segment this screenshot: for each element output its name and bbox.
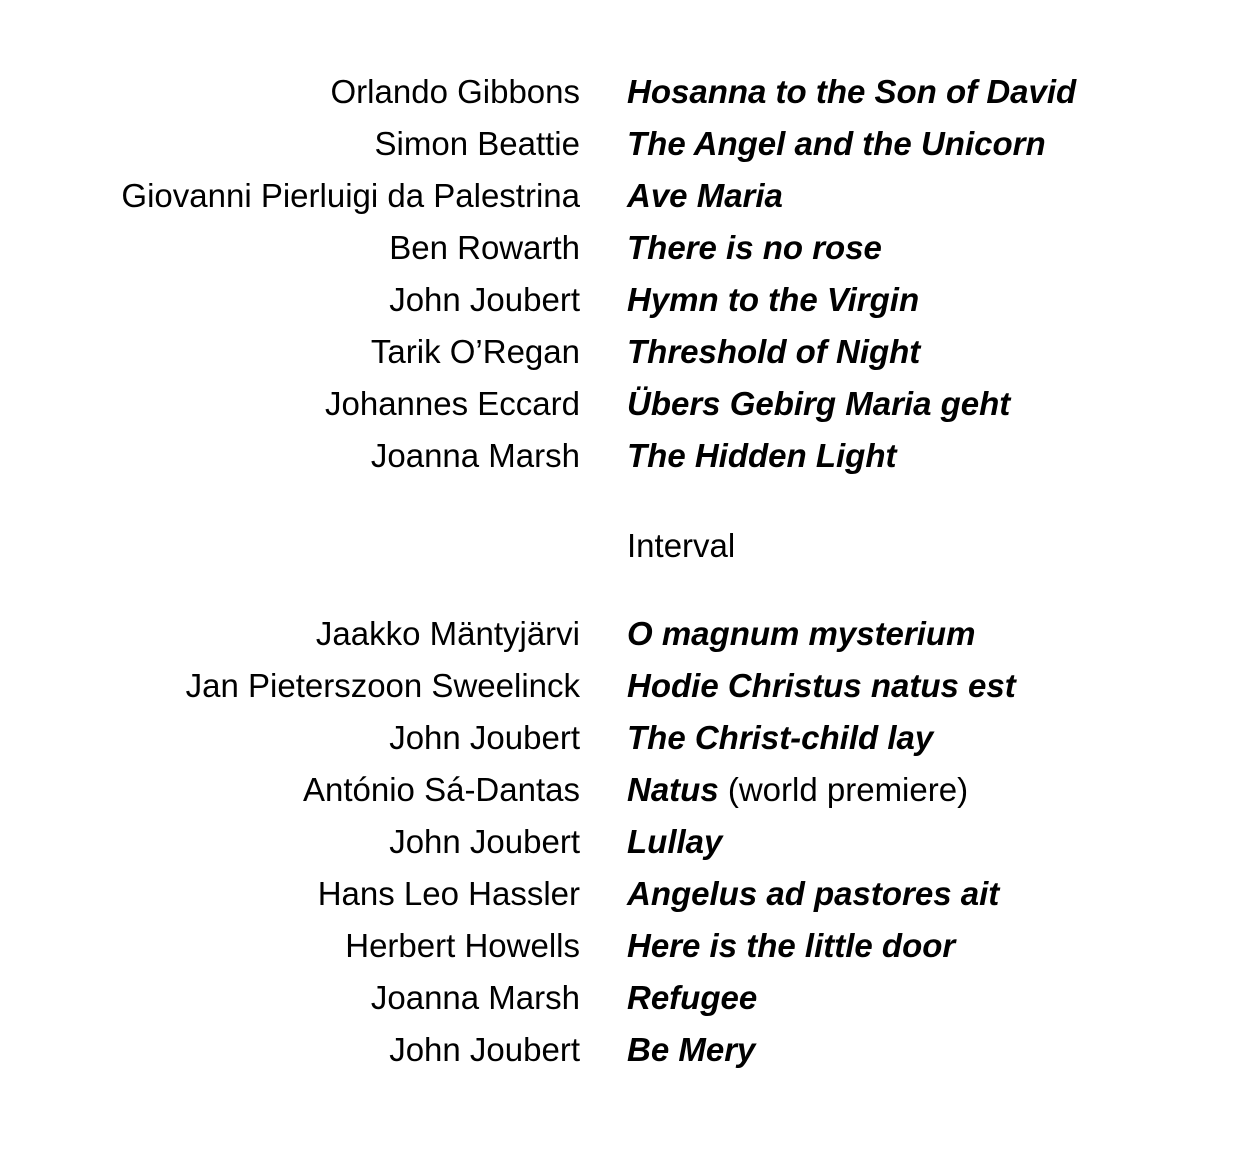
- composer-name: António Sá-Dantas: [302, 771, 580, 808]
- work-title: Hosanna to the Son of David: [627, 73, 1077, 110]
- work-entry: [627, 1024, 755, 1076]
- composer-name: John Joubert: [389, 823, 580, 860]
- composer-name: Simon Beattie: [374, 125, 580, 162]
- work-title: Threshold of Night: [627, 333, 921, 370]
- work-entry: [627, 326, 920, 378]
- work-entry: [627, 274, 919, 326]
- work-title: The Christ-child lay: [627, 719, 934, 756]
- work-entry: [627, 868, 999, 920]
- work-entry: [627, 378, 1010, 430]
- composer-name: Johannes Eccard: [325, 385, 580, 422]
- work-entry: [627, 170, 783, 222]
- work-entry: [627, 118, 1046, 170]
- composer-name: John Joubert: [389, 1031, 580, 1068]
- programme-row: [0, 764, 1236, 816]
- programme-row: [0, 660, 1236, 712]
- work-entry: [627, 764, 968, 816]
- programme-row: [0, 118, 1236, 170]
- work-title: Ave Maria: [627, 177, 783, 214]
- programme-row: [0, 972, 1236, 1024]
- work-title: There is no rose: [627, 229, 882, 266]
- composer-name: Giovanni Pierluigi da Palestrina: [121, 177, 580, 214]
- programme-row: [0, 274, 1236, 326]
- work-title: The Hidden Light: [627, 437, 897, 474]
- composer-name: Orlando Gibbons: [330, 73, 580, 110]
- work-title: Here is the little door: [627, 927, 956, 964]
- programme-part-2: [0, 608, 1236, 1076]
- programme-part-1: [0, 66, 1236, 482]
- composer-name: Joanna Marsh: [370, 437, 580, 474]
- programme-row: [0, 868, 1236, 920]
- programme-row: [0, 920, 1236, 972]
- concert-programme: [0, 66, 1236, 1076]
- programme-row: [0, 378, 1236, 430]
- composer-name: John Joubert: [389, 719, 580, 756]
- work-entry: [627, 608, 975, 660]
- work-title: Hodie Christus natus est: [627, 667, 1016, 704]
- composer-name: John Joubert: [389, 281, 580, 318]
- programme-row: [0, 326, 1236, 378]
- work-entry: [627, 222, 882, 274]
- work-entry: [627, 712, 933, 764]
- work-entry: [627, 816, 722, 868]
- work-title: Angelus ad pastores ait: [627, 875, 1000, 912]
- interval-label: Interval: [627, 527, 736, 564]
- programme-row: [0, 66, 1236, 118]
- work-note: (world premiere): [718, 771, 969, 808]
- composer-name: Joanna Marsh: [370, 979, 580, 1016]
- programme-row: [0, 608, 1236, 660]
- work-title: Be Mery: [627, 1031, 756, 1068]
- composer-name: Ben Rowarth: [389, 229, 580, 266]
- work-entry: [627, 66, 1076, 118]
- composer-name: Jaakko Mäntyjärvi: [315, 615, 580, 652]
- work-title: The Angel and the Unicorn: [627, 125, 1046, 162]
- programme-row: [0, 222, 1236, 274]
- programme-row: [0, 170, 1236, 222]
- work-title: Hymn to the Virgin: [627, 281, 920, 318]
- composer-name: Jan Pieterszoon Sweelinck: [185, 667, 580, 704]
- interval-row: [0, 520, 1236, 572]
- programme-row: [0, 430, 1236, 482]
- work-entry: [627, 920, 955, 972]
- work-entry: [627, 972, 757, 1024]
- work-entry: [627, 430, 896, 482]
- composer-name: Herbert Howells: [345, 927, 580, 964]
- composer-name: Hans Leo Hassler: [317, 875, 580, 912]
- programme-row: [0, 1024, 1236, 1076]
- work-title: O magnum mysterium: [627, 615, 976, 652]
- work-title: Natus: [627, 771, 719, 808]
- programme-row: [0, 816, 1236, 868]
- work-title: Übers Gebirg Maria geht: [627, 385, 1011, 422]
- work-entry: [627, 660, 1016, 712]
- work-title: Refugee: [627, 979, 758, 1016]
- composer-name: Tarik O’Regan: [370, 333, 580, 370]
- programme-row: [0, 712, 1236, 764]
- work-title: Lullay: [627, 823, 723, 860]
